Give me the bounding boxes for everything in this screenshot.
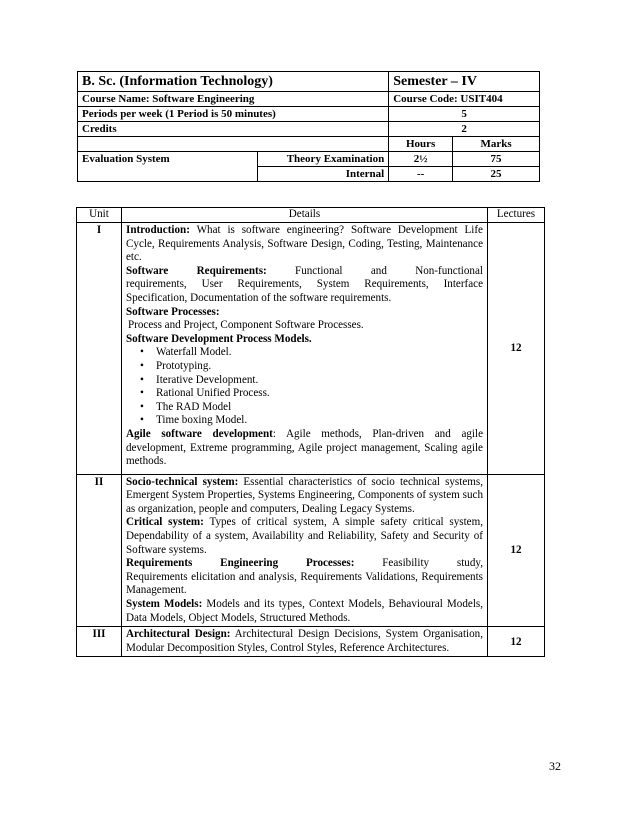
course-name: Course Name: Software Engineering xyxy=(78,92,389,107)
periods-row xyxy=(78,107,540,122)
unit-header: Unit xyxy=(77,208,122,223)
list-item: • The RAD Model xyxy=(140,400,232,413)
topic-title: Socio-technical system: xyxy=(126,475,239,488)
topic-title: Software Processes: xyxy=(126,305,220,318)
theory-marks: 75 xyxy=(453,152,540,167)
course-title-row xyxy=(78,72,540,92)
eval-header-blank xyxy=(78,137,389,152)
topic-text: Essential characteristics of socio technical systems, Emergent System Properties, Systems Engineering, Components of system such as organization, people and computers, Dealing Legacy Systems. xyxy=(126,475,483,515)
topic-text: : Agile methods, Plan-driven and agile development, Extreme programming, Agile project management, Scaling agile methods. xyxy=(126,427,484,468)
topic-text: Feasibility study, xyxy=(354,557,483,570)
list-item: • Waterfall Model. xyxy=(140,346,232,359)
credits-row xyxy=(78,122,540,137)
bullet-icon: • xyxy=(140,373,144,386)
syllabus-table xyxy=(76,207,545,657)
topic-text: Types of critical system, A simple safety critical system, Dependability of a system, Availability and Reliability, Safety and Security of Software systems. xyxy=(126,516,483,556)
unit-details xyxy=(122,223,488,475)
internal-row xyxy=(78,167,540,182)
lectures-header: Lectures xyxy=(488,208,545,223)
evaluation-blank xyxy=(78,167,258,182)
unit-number: III xyxy=(77,627,122,657)
topic-requirements-engineering xyxy=(126,557,483,571)
topic-agile xyxy=(126,428,483,469)
periods-label: Periods per week (1 Period is 50 minutes) xyxy=(78,107,389,122)
lecture-count: 12 xyxy=(488,223,545,475)
list-item: • Prototyping. xyxy=(140,359,212,372)
topic-title: System Models: xyxy=(126,598,203,611)
marks-header: Marks xyxy=(453,137,540,152)
credits-label: Credits xyxy=(78,122,389,137)
topic-architectural-design xyxy=(126,628,483,655)
internal-hours: -- xyxy=(389,167,453,182)
topic-title: Requirements Engineering Processes: xyxy=(126,557,355,570)
unit-number: II xyxy=(77,474,122,627)
topic-text: Architectural Design Decisions, System Organisation, Modular Decomposition Styles, Control Styles, Reference Architectures. xyxy=(126,628,484,654)
list-item: • Time boxing Model. xyxy=(140,414,248,427)
topic-text: Functional and Non-functional xyxy=(266,264,483,277)
topic-title: Architectural Design: xyxy=(126,628,231,641)
course-info-table xyxy=(77,71,540,182)
topic-system-models xyxy=(126,598,483,625)
unit-row xyxy=(77,474,545,627)
list-item: • Rational Unified Process. xyxy=(140,387,270,400)
page-number: 32 xyxy=(549,759,561,773)
topic-title: Software Requirements: xyxy=(126,264,267,277)
unit-details xyxy=(122,474,488,627)
list-item: • Iterative Development. xyxy=(140,373,259,386)
hours-header: Hours xyxy=(389,137,453,152)
credits-value: 2 xyxy=(389,122,540,137)
topic-text: Process and Project, Component Software Processes. xyxy=(128,319,364,332)
topic-title: Agile software development xyxy=(126,427,273,440)
semester: Semester – IV xyxy=(389,72,540,92)
process-models-list xyxy=(126,346,483,428)
lecture-count: 12 xyxy=(488,474,545,627)
course-code: Course Code: USIT404 xyxy=(389,92,540,107)
bullet-icon: • xyxy=(140,414,144,427)
topic-title: Introduction: xyxy=(126,224,190,236)
internal-label: Internal xyxy=(258,167,389,182)
unit-row xyxy=(77,627,545,657)
topic-text: What is software engineering? Software Development Life Cycle, Requirements Analysis, Software Design, Coding, Testing, Maintenance etc. xyxy=(126,224,483,264)
topic-title: Software Development Process Models. xyxy=(126,332,312,345)
theory-row xyxy=(78,152,540,167)
spacer xyxy=(126,469,483,473)
eval-header-row xyxy=(78,137,540,152)
topic-software-requirements xyxy=(126,265,483,279)
bullet-icon: • xyxy=(140,359,144,372)
program-name: B. Sc. (Information Technology) xyxy=(78,72,389,92)
topic-introduction xyxy=(126,224,483,265)
bullet-icon: • xyxy=(140,400,144,413)
bullet-icon: • xyxy=(140,387,144,400)
topic-text-continued: Requirements elicitation and analysis, Requirements Validations, Requirements Management. xyxy=(126,570,483,597)
periods-value: 5 xyxy=(389,107,540,122)
syllabus-header-row xyxy=(77,208,545,223)
details-header: Details xyxy=(122,208,488,223)
lecture-count: 12 xyxy=(488,627,545,657)
unit-number: I xyxy=(77,223,122,475)
topic-text-continued: requirements, User Requirements, System Requirements, Interface Specification, Documentation of the software requirements. xyxy=(126,278,483,304)
topic-title: Critical system: xyxy=(126,516,204,529)
topic-socio-technical xyxy=(126,476,483,517)
internal-marks: 25 xyxy=(453,167,540,182)
theory-label: Theory Examination xyxy=(258,152,389,167)
unit-row xyxy=(77,223,545,475)
theory-hours: 2½ xyxy=(389,152,453,167)
bullet-icon: • xyxy=(140,346,144,359)
evaluation-label: Evaluation System xyxy=(78,152,258,167)
topic-text: Models and its types, Context Models, Behavioural Models, Data Models, Object Models, Structured Methods. xyxy=(126,598,483,624)
topic-critical-system xyxy=(126,516,483,557)
course-name-row xyxy=(78,92,540,107)
unit-details xyxy=(122,627,488,657)
